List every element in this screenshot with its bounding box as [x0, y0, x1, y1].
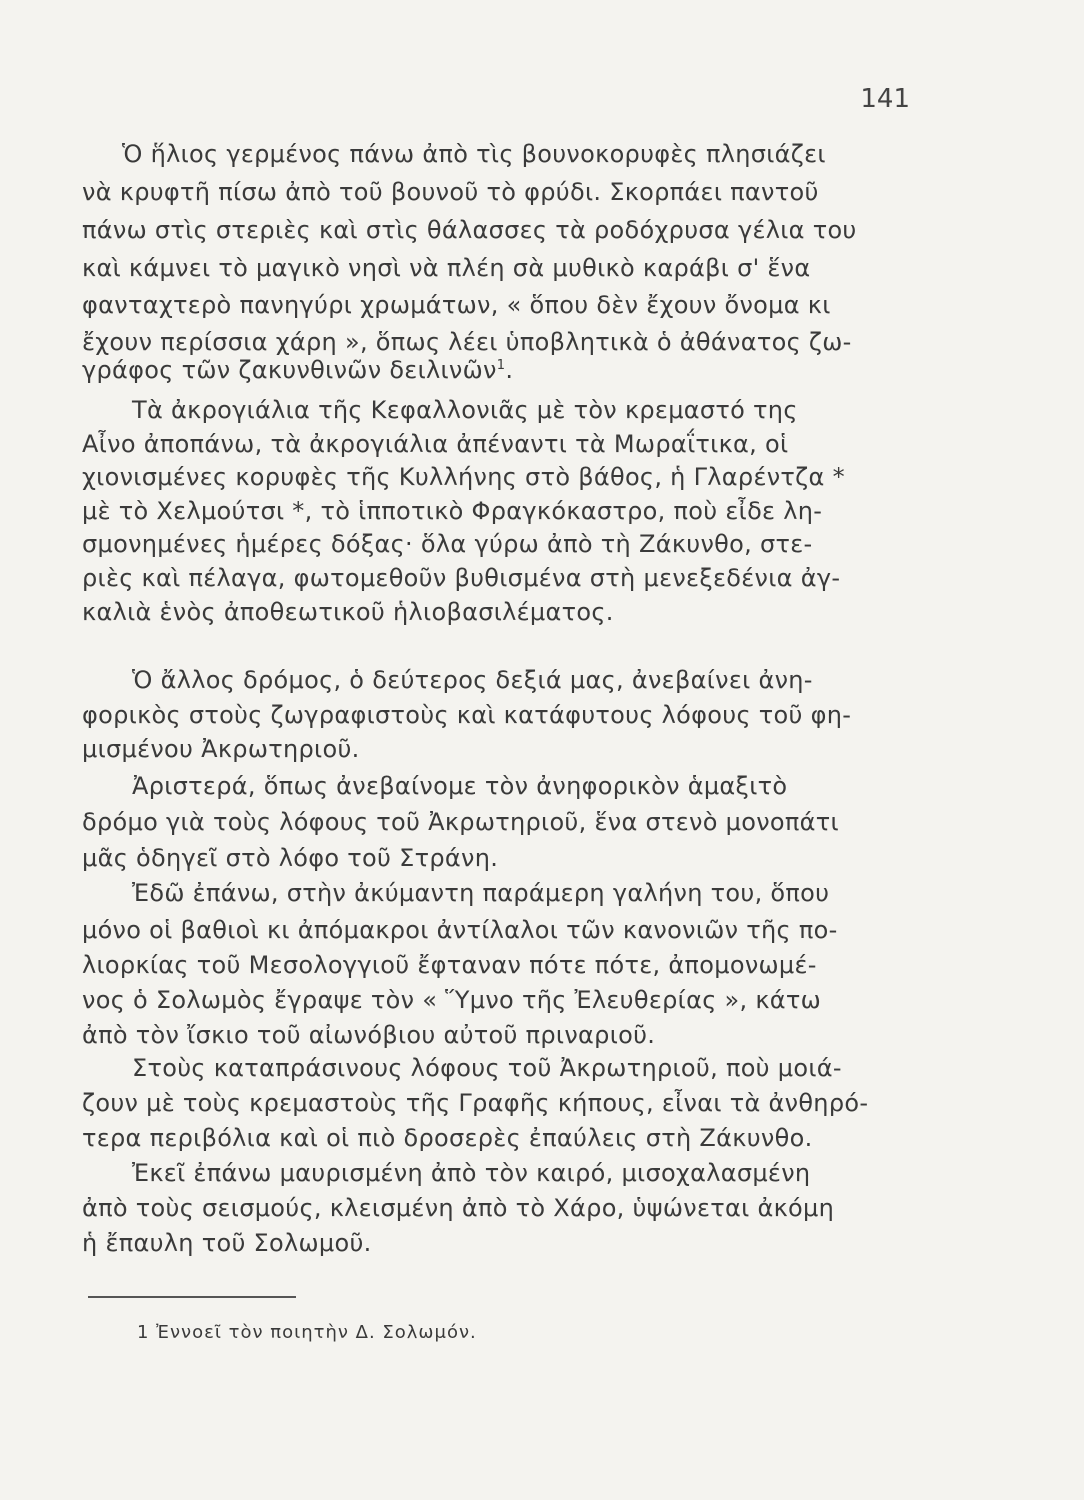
text-line: Τὰ ἀκρογιάλια τῆς Κεφαλλονιᾶς μὲ τὸν κρεμαστό της	[132, 396, 798, 424]
text-line: νὰ κρυφτῆ πίσω ἀπὸ τοῦ βουνοῦ τὸ φρύδι. Σκορπάει παντοῦ	[82, 178, 819, 206]
text-line: Ὁ ἥλιος γερμένος πάνω ἀπὸ τὶς βουνοκορυφὲς πλησιάζει	[122, 140, 826, 168]
footnote-divider	[88, 1296, 296, 1298]
text-line: μόνο οἱ βαθιοὶ κι ἀπόμακροι ἀντίλαλοι τῶν κανονιῶν τῆς πο-	[82, 916, 838, 944]
text-line: δρόμο γιὰ τοὺς λόφους τοῦ Ἀκρωτηριοῦ, ἕνα στενὸ μονοπάτι	[82, 808, 839, 836]
text-line: γράφος τῶν ζακυνθινῶν δειλινῶν	[82, 356, 497, 384]
text-line: ἀπὸ τοὺς σεισμούς, κλεισμένη ἀπὸ τὸ Χάρο, ὑψώνεται ἀκόμη	[82, 1194, 835, 1222]
text-line-with-footnote-ref	[82, 350, 513, 386]
text-line: πάνω στὶς στεριὲς καὶ στὶς θάλασσες τὰ ροδόχρυσα γέλια του	[82, 216, 857, 244]
text-line: νος ὁ Σολωμὸς ἔγραψε τὸν « Ὕμνο τῆς Ἐλευθερίας », κάτω	[82, 986, 822, 1014]
text-line: φορικὸς στοὺς ζωγραφιστοὺς καὶ κατάφυτους λόφους τοῦ φη-	[82, 701, 852, 729]
text-line: Ὁ ἄλλος δρόμος, ὁ δεύτερος δεξιά μας, ἀνεβαίνει ἀνη-	[132, 666, 813, 694]
footnote-reference: 1	[496, 358, 506, 373]
page-number: 141	[860, 84, 910, 114]
text-line: μὲ τὸ Χελμούτσι *, τὸ ἱπποτικὸ Φραγκόκαστρο, ποὺ εἶδε λη-	[82, 497, 823, 525]
text-line: ἔχουν περίσσια χάρη », ὅπως λέει ὑποβλητικὰ ὁ ἀθάνατος ζω-	[82, 328, 852, 356]
text-line: μᾶς ὁδηγεῖ στὸ λόφο τοῦ Στράνη.	[82, 844, 499, 872]
text-line: σμονημένες ἡμέρες δόξας· ὅλα γύρω ἀπὸ τὴ Ζάκυνθο, στε-	[82, 530, 813, 558]
text-line: τερα περιβόλια καὶ οἱ πιὸ δροσερὲς ἐπαύλεις στὴ Ζάκυνθο.	[82, 1124, 813, 1152]
text-line: Στοὺς καταπράσινους λόφους τοῦ Ἀκρωτηριοῦ, ποὺ μοιά-	[132, 1054, 842, 1082]
text-line: καὶ κάμνει τὸ μαγικὸ νησὶ νὰ πλέη σὰ μυθικὸ καράβι σ' ἕνα	[82, 254, 811, 282]
text-line: ζουν μὲ τοὺς κρεμαστοὺς τῆς Γραφῆς κήπους, εἶναι τὰ ἀνθηρό-	[82, 1089, 869, 1117]
text-line: ἀπὸ τὸν ἴσκιο τοῦ αἰωνόβιου αὐτοῦ πριναριοῦ.	[82, 1021, 656, 1049]
text-line: Ἐδῶ ἐπάνω, στὴν ἀκύμαντη παράμερη γαλήνη του, ὅπου	[132, 879, 830, 907]
line-period: .	[505, 356, 514, 384]
text-line: μισμένου Ἀκρωτηριοῦ.	[82, 735, 360, 763]
footnote: 1 Ἐννοεῖ τὸν ποιητὴν Δ. Σολωμόν.	[137, 1322, 477, 1343]
text-line: Αἶνο ἀποπάνω, τὰ ἀκρογιάλια ἀπέναντι τὰ Μωραΐτικα, οἱ	[82, 430, 789, 458]
text-line: ἡ ἔπαυλη τοῦ Σολωμοῦ.	[82, 1229, 372, 1257]
text-line: ριὲς καὶ πέλαγα, φωτομεθοῦν βυθισμένα στὴ μενεξεδένια ἀγ-	[82, 564, 841, 592]
text-line: φανταχτερὸ πανηγύρι χρωμάτων, « ὅπου δὲν ἔχουν ὄνομα κι	[82, 291, 831, 319]
text-line: λιορκίας τοῦ Μεσολογγιοῦ ἔφταναν πότε πότε, ἀπομονωμέ-	[82, 951, 817, 979]
text-line: Ἐκεῖ ἐπάνω μαυρισμένη ἀπὸ τὸν καιρό, μισοχαλασμένη	[132, 1159, 811, 1187]
text-line: καλιὰ ἑνὸς ἀποθεωτικοῦ ἡλιοβασιλέματος.	[82, 598, 614, 626]
text-line: Ἀριστερά, ὅπως ἀνεβαίνομε τὸν ἀνηφορικὸν ἁμαξιτὸ	[132, 772, 788, 800]
text-line: χιονισμένες κορυφὲς τῆς Κυλλήνης στὸ βάθος, ἡ Γλαρέντζα *	[82, 463, 845, 491]
